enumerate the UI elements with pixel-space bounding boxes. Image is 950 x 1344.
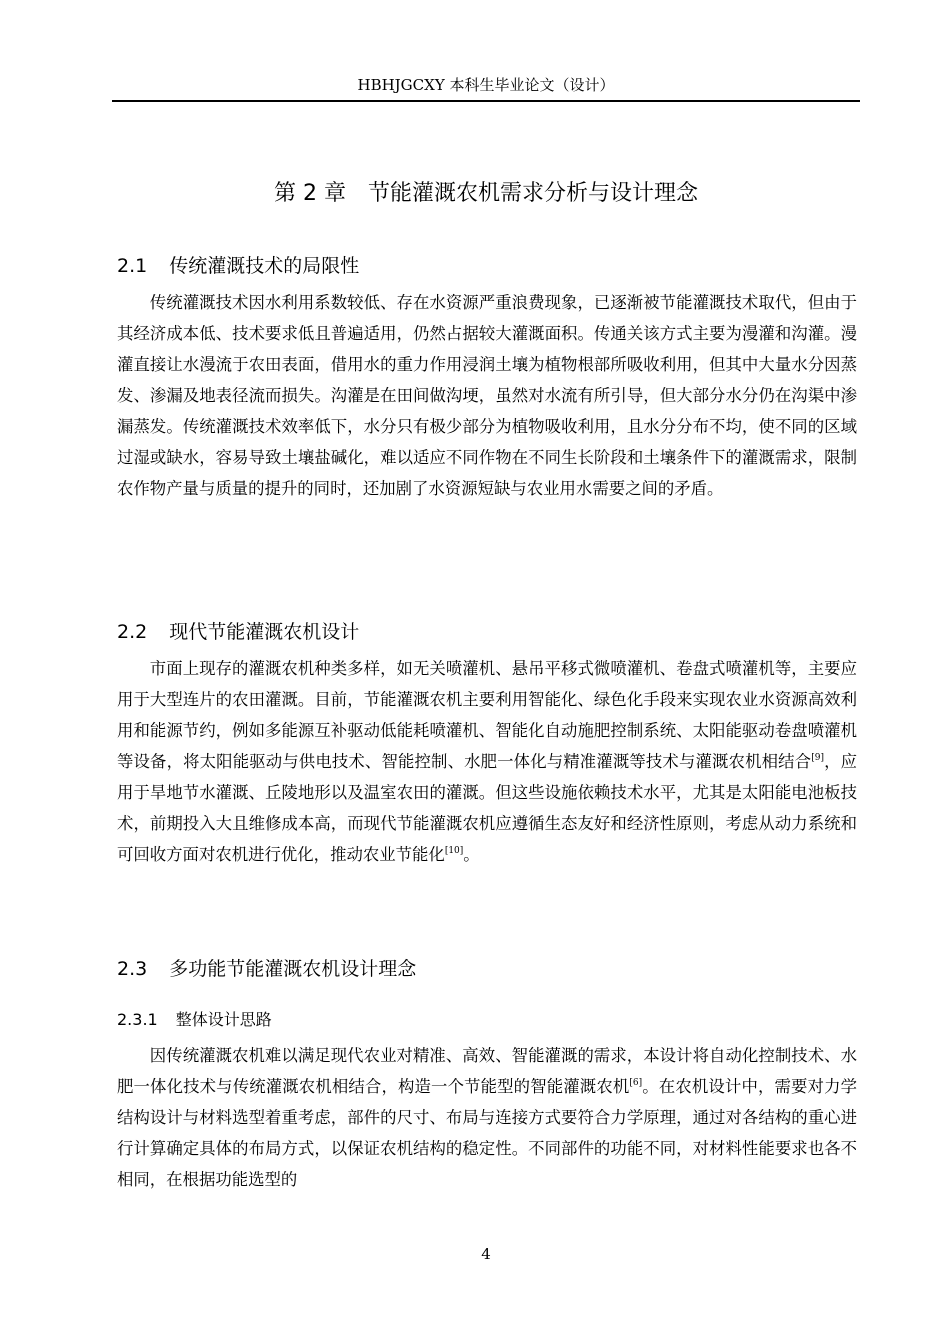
chapter-number: 第 2 章 xyxy=(274,181,346,206)
paragraph-text: 。在农机设计中，需要对力学结构设计与材料选型着重考虑，部件的尺寸、布局与连接方式要符合力学原理，通过对各结构的重心进行计算确定具体的布局方式，以保证农机结构的稳定性。不同部件的功能不同，对材料性能要求也各不相同，在根据功能选型的 xyxy=(117,1077,858,1189)
section-heading-text: 传统灌溉技术的局限性 xyxy=(169,255,360,277)
section-2-1-paragraph: 传统灌溉技术因水利用系数较低、存在水资源严重浪费现象，已逐渐被节能灌溉技术取代，但由于其经济成本低、技术要求低且普遍适用，仍然占据较大灌溉面积。传通关该方式主要为漫灌和沟灌。漫灌直接让水漫流于农田表面，借用水的重力作用浸润土壤为植物根部所吸收利用，但其中大量水分因蒸发、渗漏及地表径流而损失。沟灌是在田间做沟埂，虽然对水流有所引导，但大部分水分仍在沟渠中渗漏蒸发。传统灌溉技术效率低下，水分只有极少部分为植物吸收利用，且水分分布不均，使不同的区域过湿或缺水，容易导致土壤盐碱化，难以适应不同作物在不同生长阶段和土壤条件下的灌溉需求，限制农作物产量与质量的提升的同时，还加剧了水资源短缺与农业用水需要之间的矛盾。 xyxy=(117,293,857,498)
section-2-1-title xyxy=(117,252,359,280)
running-header: HBHJGCXY 本科生毕业论文（设计） xyxy=(357,76,615,94)
section-2-2-title xyxy=(117,618,359,646)
paragraph-text: 因传统灌溉农机难以满足现代农业对精准、高效、智能灌溉的需求，本设计将自动化控制技术、水肥一体化技术与传统灌溉农机相结合，构造一个节能型的智能灌溉农机 xyxy=(117,1046,857,1096)
section-number: 2.1 xyxy=(117,255,148,277)
section-heading-text: 现代节能灌溉农机设计 xyxy=(169,621,360,643)
section-number: 2.3 xyxy=(117,958,148,980)
citation-9: [9] xyxy=(811,753,824,763)
subsection-2-3-1-paragraph xyxy=(117,1040,857,1195)
section-heading-text: 多功能节能灌溉农机设计理念 xyxy=(169,958,417,980)
subsection-heading-text: 整体设计思路 xyxy=(175,1010,272,1029)
chapter-title xyxy=(112,177,860,211)
subsection-number: 2.3.1 xyxy=(117,1010,158,1029)
citation-6: [6] xyxy=(629,1078,643,1088)
citation-10: [10] xyxy=(444,846,464,856)
section-number: 2.2 xyxy=(117,621,148,643)
page-number: 4 xyxy=(481,1245,491,1263)
header-rule xyxy=(112,100,860,102)
subsection-2-3-1-title xyxy=(117,1008,272,1032)
chapter-heading-text: 节能灌溉农机需求分析与设计理念 xyxy=(367,181,698,206)
paragraph-text: 市面上现存的灌溉农机种类多样，如无关喷灌机、悬吊平移式微喷灌机、卷盘式喷灌机等，主要应用于大型连片的农田灌溉。目前，节能灌溉农机主要利用智能化、绿色化手段来实现农业水资源高效利用和能源节约，例如多能源互补驱动低能耗喷灌机、智能化自动施肥控制系统、太阳能驱动卷盘喷灌机等设备，将太阳能驱动与供电技术、智能控制、水肥一体化与精准灌溉等技术与灌溉农机相结合 xyxy=(117,659,857,771)
section-2-3-title xyxy=(117,955,416,983)
section-2-2-paragraph xyxy=(117,653,857,870)
paragraph-text: ，应用于旱地节水灌溉、丘陵地形以及温室农田的灌溉。但这些设施依赖技术水平，尤其是太阳能电池板技术，前期投入大且维修成本高，而现代节能灌溉农机应遵循生态友好和经济性原则，考虑从动力系统和可回收方面对农机进行优化，推动农业节能化 xyxy=(117,752,858,864)
paragraph-text: 。 xyxy=(463,845,480,864)
